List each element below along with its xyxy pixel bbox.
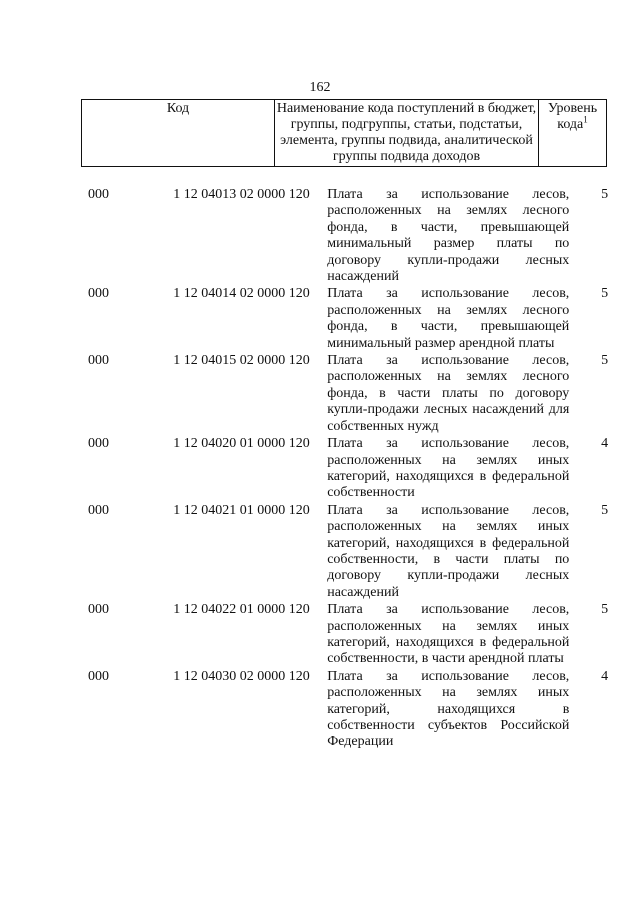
- header-level-cell: [539, 100, 606, 166]
- code-level: 5: [601, 187, 609, 202]
- revenue-name: Плата за использование лесов, расположенных на землях иных категорий, находящихся в федеральной собственности: [327, 436, 570, 501]
- table-row: [0, 353, 640, 435]
- admin-code: 000: [88, 502, 109, 518]
- revenue-name: Плата за использование лесов, расположенных на землях иных категорий, находящихся в федеральной собственности, в части платы по договору купли-продажи лесных насаждений: [327, 502, 570, 600]
- table-body: [0, 187, 640, 752]
- table-row: [0, 187, 640, 285]
- revenue-code: 1 12 04020 01 0000 120: [173, 436, 310, 452]
- admin-code: 000: [88, 187, 109, 202]
- code-level: 5: [601, 286, 609, 302]
- code-level: 5: [601, 353, 609, 369]
- table-row: [0, 669, 640, 751]
- table-row: [0, 602, 640, 668]
- admin-code: 000: [88, 602, 109, 618]
- revenue-name: Плата за использование лесов, расположенных на землях иных категорий, находящихся в федеральной собственности, в части арендной платы: [327, 602, 570, 667]
- revenue-name: Плата за использование лесов, расположенных на землях лесного фонда, в части, превышающей минимальный размер платы по договору купли-продажи лесных насаждений: [327, 187, 570, 285]
- header-level-footnote: 1: [583, 114, 588, 125]
- code-level: 5: [601, 602, 609, 618]
- revenue-code: 1 12 04021 01 0000 120: [173, 502, 310, 518]
- table-row: [0, 503, 640, 601]
- revenue-code: 1 12 04022 01 0000 120: [173, 602, 310, 618]
- admin-code: 000: [88, 668, 109, 684]
- admin-code: 000: [88, 286, 109, 302]
- admin-code: 000: [88, 353, 109, 369]
- table-header: [81, 99, 607, 167]
- header-name: Наименование кода поступлений в бюджет, группы, подгруппы, статьи, подстатьи, элемента, группы подвида, аналитической группы подвида доходов: [275, 100, 539, 166]
- revenue-name: Плата за использование лесов, расположенных на землях иных категорий, находящихся в собственности субъектов Российской Федерации: [327, 668, 570, 750]
- code-level: 5: [601, 502, 609, 518]
- table-row: [0, 436, 640, 502]
- code-level: 4: [601, 436, 609, 452]
- header-code: Код: [82, 100, 275, 166]
- revenue-code: 1 12 04014 02 0000 120: [173, 286, 310, 302]
- header-level: Уровень кода: [547, 101, 598, 132]
- code-level: 4: [601, 668, 609, 684]
- page-number: 162: [309, 80, 331, 95]
- table-row: [0, 286, 640, 352]
- revenue-name: Плата за использование лесов, расположенных на землях лесного фонда, в части платы по договору купли-продажи лесных насаждений для собственных нужд: [327, 353, 570, 434]
- revenue-code: 1 12 04013 02 0000 120: [173, 187, 310, 202]
- admin-code: 000: [88, 436, 109, 452]
- revenue-code: 1 12 04015 02 0000 120: [173, 353, 310, 369]
- revenue-code: 1 12 04030 02 0000 120: [173, 668, 310, 684]
- revenue-name: Плата за использование лесов, расположенных на землях лесного фонда, в части, превышающей минимальный размер арендной платы: [327, 286, 570, 351]
